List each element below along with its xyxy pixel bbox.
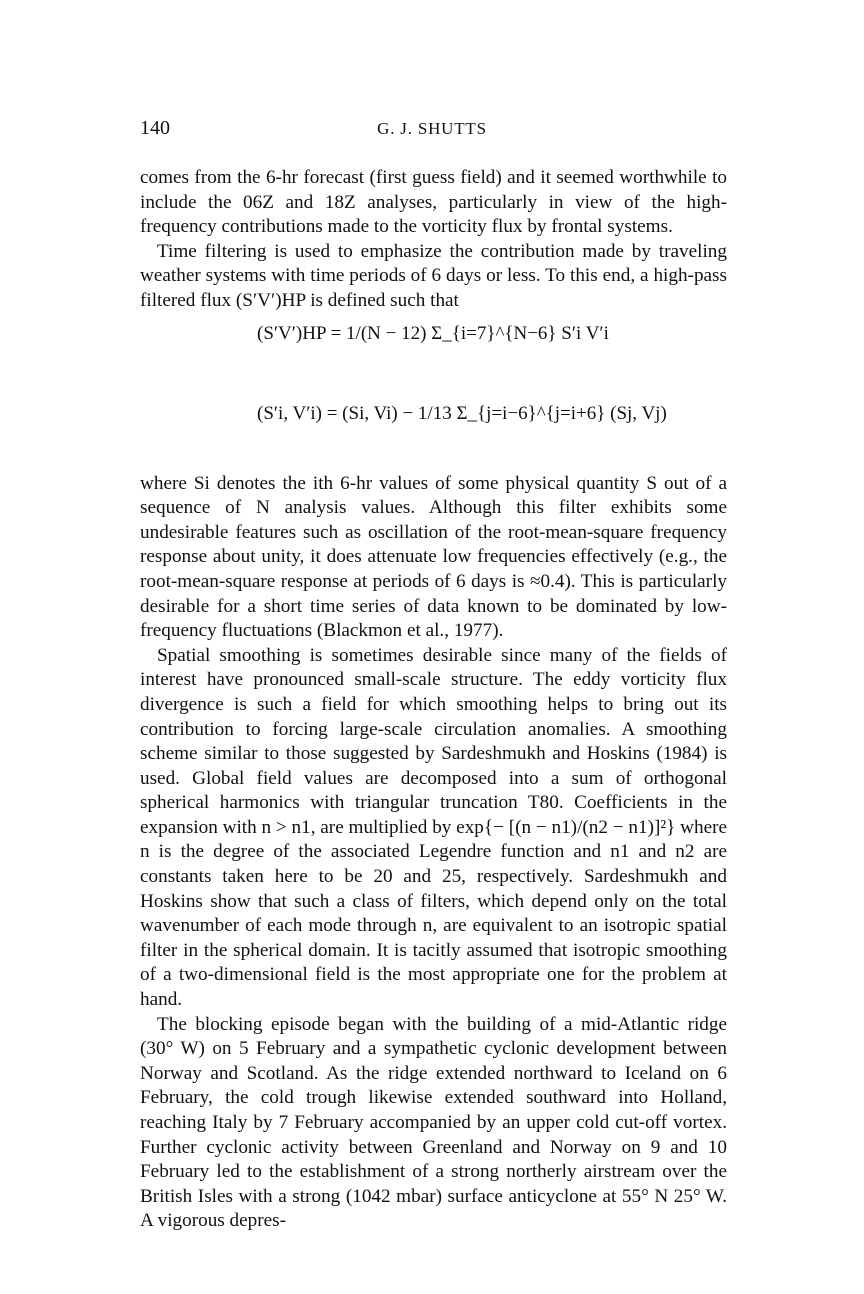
- flux-definition-formula: (S′V′)HP = 1/(N − 12) Σ_{i=7}^{N−6} S′i V′i: [257, 322, 609, 344]
- body-text: [140, 166, 727, 1234]
- running-head: G. J. SHUTTS: [377, 119, 487, 138]
- paragraph-3: where Si denotes the ith 6-hr values of some physical quantity S out of a sequence of N analysis values. Although this filter exhibits some undesirable features such as oscillation of the root-mean-square frequency response about unity, it does attenuate low frequencies effectively (e.g., the root-mean-square response at periods of 6 days is ≈0.4). This is particularly desirable for a short time series of data known to be dominated by low-frequency fluctuations (Blackmon et al., 1977).: [140, 472, 727, 642]
- paragraph-2: Time filtering is used to emphasize the contribution made by traveling weather systems with time periods of 6 days or less. To this end, a high-pass filtered flux (S′V′)HP is defined such that: [140, 240, 727, 311]
- filter-definition-formula: (S′i, V′i) = (Si, Vi) − 1/13 Σ_{j=i−6}^{j=i+6} (Sj, Vj): [257, 402, 667, 424]
- page-header: [0, 117, 864, 147]
- page-number: 140: [140, 117, 170, 139]
- paragraph-4: Spatial smoothing is sometimes desirable since many of the fields of interest have pronounced small-scale structure. The eddy vorticity flux divergence is such a field for which smoothing helps to bring out its contribution to forcing large-scale circulation anomalies. A smoothing scheme similar to those suggested by Sardeshmukh and Hoskins (1984) is used. Global field values are decomposed into a sum of orthogonal spherical harmonics with triangular truncation T80. Coefficients in the expansion with n > n1, are multiplied by exp{− [(n − n1)/(n2 − n1)]²} where n is the degree of the associated Legendre function and n1 and n2 are constants taken here to be 20 and 25, respectively. Sardeshmukh and Hoskins show that such a class of filters, which depend only on the total wavenumber of each mode through n, are equivalent to an isotropic spatial filter in the spherical domain. It is tacitly assumed that isotropic smoothing of a two-dimensional field is the most appropriate one for the problem at hand.: [140, 644, 727, 1011]
- formula-block: [140, 314, 727, 472]
- paragraph-1: comes from the 6-hr forecast (first guess field) and it seemed worthwhile to include the 06Z and 18Z analyses, particularly in view of the high-frequency contributions made to the vorticity flux by frontal systems.: [140, 167, 727, 238]
- paragraph-5: The blocking episode began with the building of a mid-Atlantic ridge (30° W) on 5 February and a sympathetic cyclonic development between Norway and Scotland. As the ridge extended northward to Iceland on 6 February, the cold trough likewise extended southward into Holland, reaching Italy by 7 February accompanied by an upper cold cut-off vortex. Further cyclonic activity between Greenland and Norway on 9 and 10 February led to the establishment of a strong northerly airstream over the British Isles with a strong (1042 mbar) surface anticyclone at 55° N 25° W. A vigorous depres-: [140, 1013, 727, 1232]
